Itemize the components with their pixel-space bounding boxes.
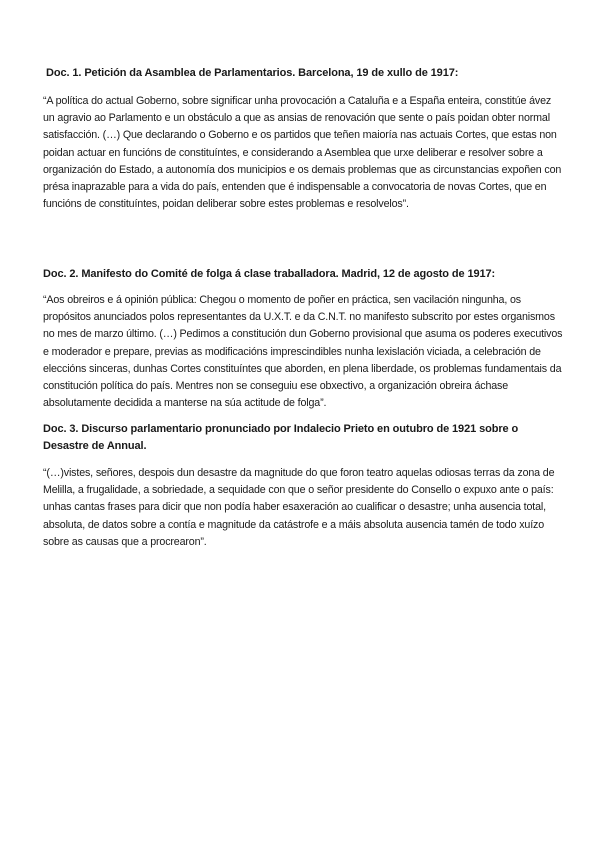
doc-1-body: “A política do actual Goberno, sobre significar unha provocación a Cataluña e a España enteira, constitúe ávez un agravio ao Parlamento e un obstáculo a que as ansias de renovación que sente o país poidan obter normal satisfacción. (…) Que declarando o Goberno e os partidos que teñen maioría nas actuais Cortes, que estas non poidan actuar en funcións de constituíntes, e considerando a Asemblea que urxe deliberar e resolver sobre a organización do Estado, a autonomía dos municipios e os demais problemas que as circunstancias expoñen con présa inaprazable para a vida do país, entenden que é indispensable a convocatoria de novas Cortes, que en funcións de constituíntes, poidan deliberar sobre estes problemas e resolvelos”. [43,95,562,211]
doc-2-heading: Doc. 2. Manifesto do Comité de folga á clase traballadora. Madrid, 12 de agosto de 1917: [43,268,496,280]
doc-2-body: “Aos obreiros e á opinión pública: Chegou o momento de poñer en práctica, sen vacilación ningunha, os propósitos anunciados polos representantes da U.X.T. e da C.N.T. no manifesto subscrito por estes organismos no mes de marzo último. (…) Pedimos a constitución dun Goberno provisional que asuma os poderes executivos e moderador e prepare, previas as modificacións imprescindibles nunha lexislación viciada, a celebración de eleccións sinceras, dunhas Cortes constituíntes que aborden, en plena liberdade, os problemas fundamentais da constitución política do país. Mentres non se conseguiu ese obxectivo, a organización obreira áchase absolutamente decidida a manterse na súa actitude de folga”. [43,294,563,410]
doc-3-heading: Doc. 3. Discurso parlamentario pronunciado por Indalecio Prieto en outubro de 1921 sobre o Desastre de Annual. [43,423,519,452]
doc-3-body: “(…)vistes, señores, despois dun desastre da magnitude do que foron teatro aquelas odiosas terras da zona de Melilla, a frugalidade, a sobriedade, a sequidade con que o señor presidente do Consello o expuxo ante o país: unhas cantas frases para dicir que non podía haber esaxeración ao cualificar o desastre; unha ausencia total, absoluta, de datos sobre a contía e magnitude da catástrofe e a máis absoluta ausencia tamén de todo xuízo sobre as causas que a procrearon”. [43,467,555,548]
doc-1-heading: Doc. 1. Petición da Asamblea de Parlamentarios. Barcelona, 19 de xullo de 1917: [46,67,459,79]
